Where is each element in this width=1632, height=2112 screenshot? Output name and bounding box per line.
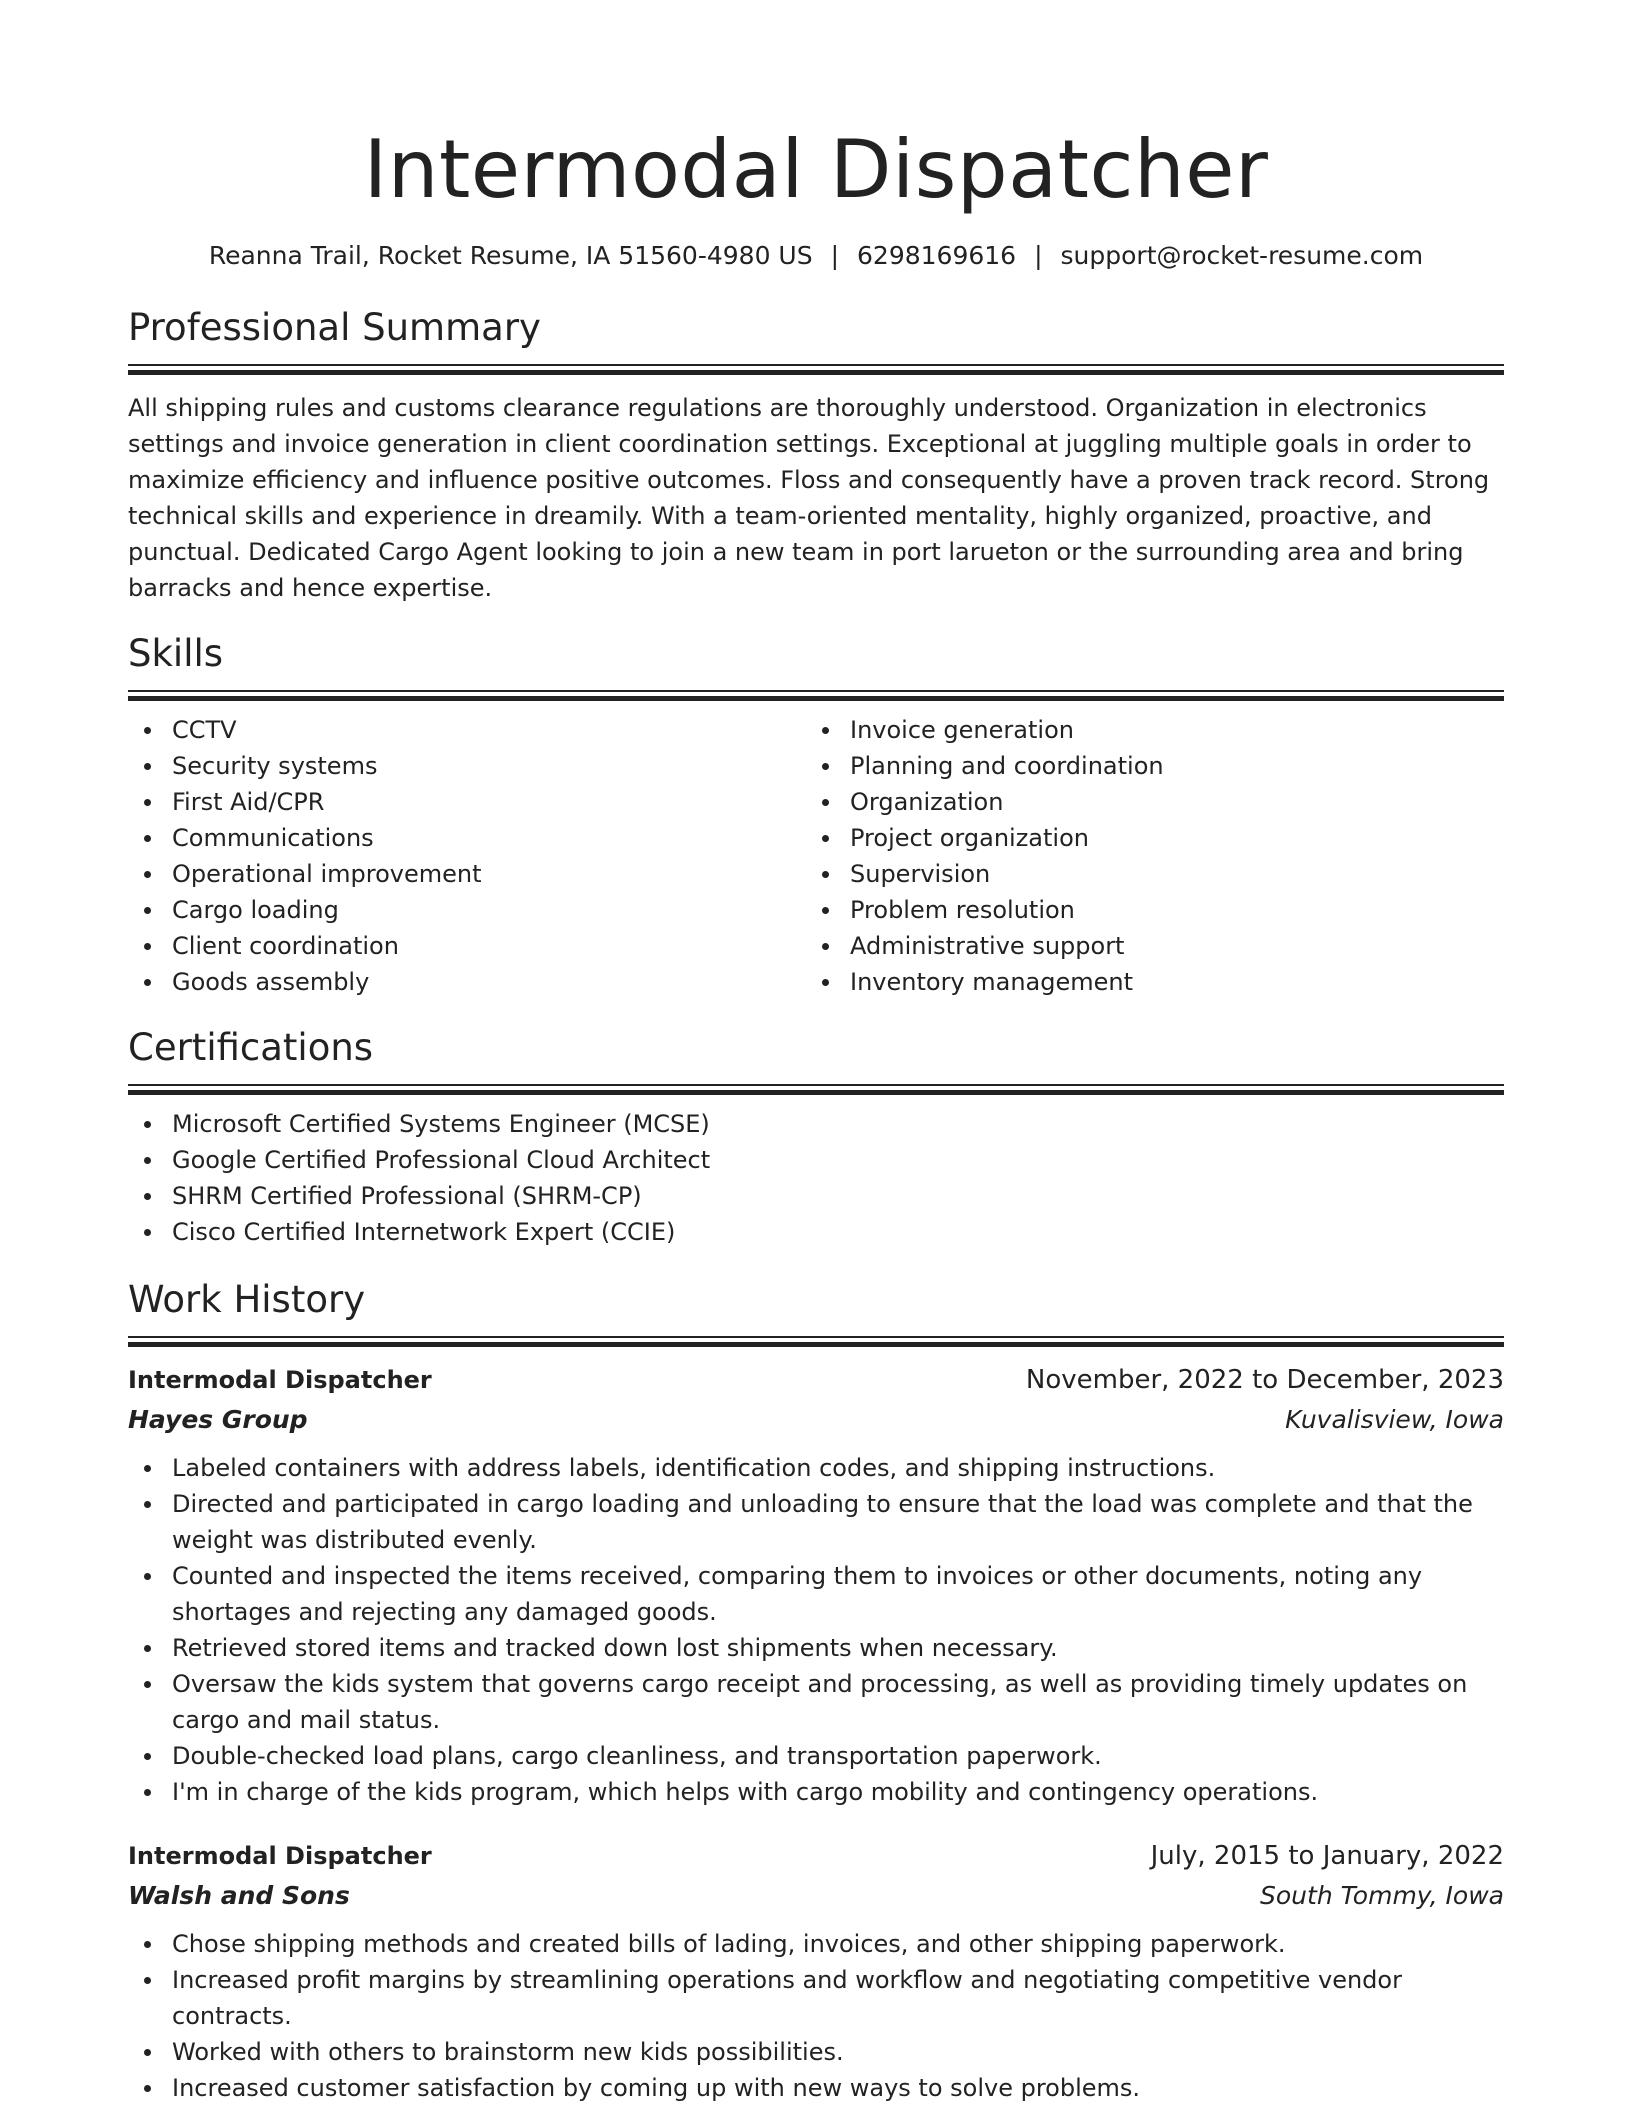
job-duty: Directed and participated in cargo loading and unloading to ensure that the load was complete and that the weight was distributed evenly. (128, 1486, 1504, 1558)
summary-heading: Professional Summary (128, 306, 541, 349)
contact-separator: | (1034, 241, 1043, 270)
job-subheader (128, 1876, 1504, 1916)
job-dates: July, 2015 to January, 2022 (1150, 1841, 1504, 1871)
job-location: Kuvalisview, Iowa (1285, 1405, 1504, 1434)
skill-item: Cargo loading (128, 892, 806, 928)
skills-heading: Skills (128, 632, 224, 675)
skills-section (128, 630, 1504, 1000)
skills-left-list (128, 712, 806, 1000)
job-duty: Labeled containers with address labels, identification codes, and shipping instructions. (128, 1450, 1504, 1486)
job-duty: Chose shipping methods and created bills of lading, invoices, and other shipping paperwork. (128, 1926, 1504, 1962)
contact-phone: 6298169616 (857, 241, 1017, 270)
job-entry (128, 1360, 1504, 1810)
skill-item: Supervision (806, 856, 1484, 892)
summary-text: All shipping rules and customs clearance regulations are thoroughly understood. Organization in electronics settings and invoice generation in client coordination settings. Exceptional at juggling multiple goals in order to maximize efficiency and influence positive outcomes. Floss and consequently have a proven track record. Strong technical skills and experience in dreamily. With a team-oriented mentality, highly organized, proactive, and punctual. Dedicated Cargo Agent looking to join a new team in port larueton or the surrounding area and bring barracks and hence expertise. (128, 394, 1490, 602)
contact-line (128, 238, 1504, 274)
skill-item: CCTV (128, 712, 806, 748)
job-location: South Tommy, Iowa (1260, 1881, 1504, 1910)
certifications-heading: Certifications (128, 1026, 374, 1069)
job-duties-list (128, 1926, 1504, 2106)
skill-item: Operational improvement (128, 856, 806, 892)
section-rule (128, 690, 1504, 700)
job-header (128, 1360, 1504, 1400)
skill-item: Project organization (806, 820, 1484, 856)
job-header (128, 1836, 1504, 1876)
job-entry (128, 1836, 1504, 2106)
contact-address: Reanna Trail, Rocket Resume, IA 51560-4980 US (208, 241, 813, 270)
certification-item: SHRM Certified Professional (SHRM-CP) (128, 1178, 1504, 1214)
job-duty: I'm in charge of the kids program, which helps with cargo mobility and contingency operations. (128, 1774, 1504, 1810)
contact-separator: | (830, 241, 840, 270)
certification-item: Cisco Certified Internetwork Expert (CCIE) (128, 1214, 1504, 1250)
skill-item: Administrative support (806, 928, 1484, 964)
certifications-section (128, 1024, 1504, 1250)
job-duty: Double-checked load plans, cargo cleanliness, and transportation paperwork. (128, 1738, 1504, 1774)
skill-item: Inventory management (806, 964, 1484, 1000)
skill-item: Security systems (128, 748, 806, 784)
job-duty: Counted and inspected the items received, comparing them to invoices or other documents, noting any shortages and rejecting any damaged goods. (128, 1558, 1504, 1630)
job-duty: Oversaw the kids system that governs cargo receipt and processing, as well as providing timely updates on cargo and mail status. (128, 1666, 1504, 1738)
certifications-list (128, 1106, 1504, 1250)
skill-item: Planning and coordination (806, 748, 1484, 784)
summary-section (128, 304, 1504, 606)
section-rule (128, 1336, 1504, 1346)
job-duty: Worked with others to brainstorm new kids possibilities. (128, 2034, 1504, 2070)
job-title: Intermodal Dispatcher (128, 1842, 432, 1870)
skill-item: Goods assembly (128, 964, 806, 1000)
skill-item: Client coordination (128, 928, 806, 964)
job-title: Intermodal Dispatcher (128, 1366, 432, 1394)
skill-item: Organization (806, 784, 1484, 820)
skills-right-list (806, 712, 1484, 1000)
job-duty: Retrieved stored items and tracked down lost shipments when necessary. (128, 1630, 1504, 1666)
job-company: Hayes Group (128, 1405, 308, 1434)
job-duty: Increased customer satisfaction by coming up with new ways to solve problems. (128, 2070, 1504, 2106)
skill-item: Communications (128, 820, 806, 856)
job-duty: Increased profit margins by streamlining operations and workflow and negotiating competitive vendor contracts. (128, 1962, 1504, 2034)
skills-grid (128, 712, 1504, 1000)
certification-item: Microsoft Certified Systems Engineer (MCSE) (128, 1106, 1504, 1142)
job-dates: November, 2022 to December, 2023 (1025, 1365, 1504, 1395)
job-company: Walsh and Sons (128, 1881, 350, 1910)
work-history-section (128, 1276, 1504, 2106)
contact-email[interactable]: support@rocket-resume.com (1060, 241, 1424, 270)
work-history-heading: Work History (128, 1278, 366, 1321)
skill-item: Invoice generation (806, 712, 1484, 748)
job-subheader (128, 1400, 1504, 1440)
certification-item: Google Certified Professional Cloud Architect (128, 1142, 1504, 1178)
section-rule (128, 364, 1504, 374)
section-rule (128, 1084, 1504, 1094)
skill-item: First Aid/CPR (128, 784, 806, 820)
resume-name: Intermodal Dispatcher (363, 123, 1269, 216)
job-duties-list (128, 1450, 1504, 1810)
skill-item: Problem resolution (806, 892, 1484, 928)
